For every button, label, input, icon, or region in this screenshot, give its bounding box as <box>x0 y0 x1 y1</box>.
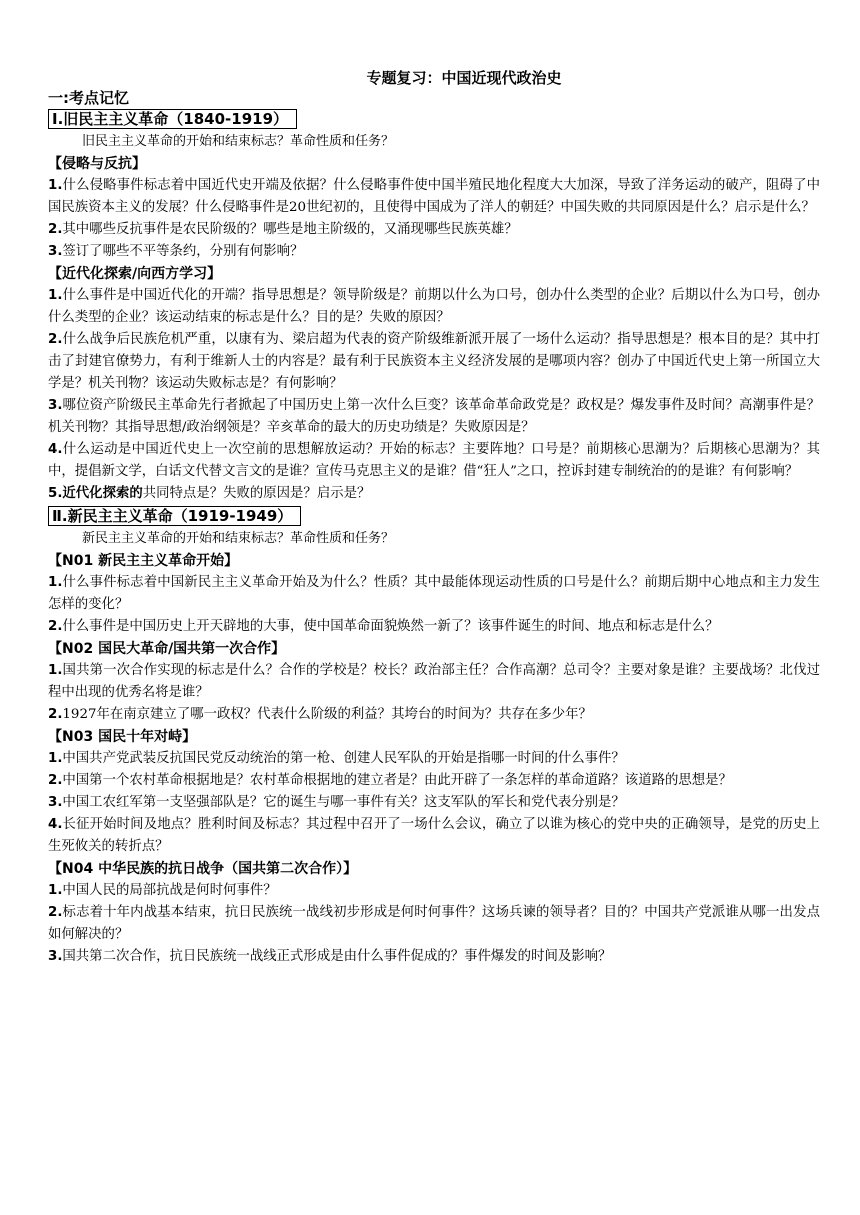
question-number: 4. <box>48 442 63 457</box>
question-text: 哪位资产阶级民主革命先行者掀起了中国历史上第一次什么巨变？该革命革命政党是？政权是？爆发事件及时间？高潮事件是？机关刊物？其指导思想/政治纲领是？辛亥革命的最大的历史功绩是？失败原因是？ <box>48 398 820 435</box>
question-bold-text: 近代化探索的 <box>62 486 143 501</box>
question-number: 2. <box>48 332 63 347</box>
question-text: 什么事件是中国近代化的开端？指导思想是？领导阶级是？前期以什么为口号，创办什么类型的企业？后期以什么为口号，创办什么类型的企业？该运动结束的标志是什么？目的是？失败的原因？ <box>48 288 820 325</box>
question-number: 2. <box>48 619 63 634</box>
question-item <box>48 219 820 241</box>
question-number: 3. <box>48 795 63 810</box>
question-text: 什么事件是中国历史上开天辟地的大事，使中国革命面貌焕然一新了？该事件诞生的时间、地点和标志是什么？ <box>62 619 719 634</box>
question-text: 中国人民的局部抗战是何时何事件？ <box>62 883 277 898</box>
question-text: 中国共产党武装反抗国民党反动统治的第一枪、创建人民军队的开始是指哪一时间的什么事件？ <box>62 751 625 766</box>
question-text: 什么侵略事件标志着中国近代史开端及依据？什么侵略事件使中国半殖民地化程度大大加深，导致了洋务运动的破产，阻碍了中国民族资本主义的发展？什么侵略事件是20世纪初的，且使得中国成为了洋人的朝廷？中国失败的共同原因是什么？启示是什么？ <box>48 178 820 215</box>
question-text: 共同特点是？失败的原因是？启示是？ <box>142 486 371 501</box>
section2-boxed-heading: Ⅱ.新民主主义革命（1919-1949） <box>48 506 301 526</box>
question-item <box>48 770 820 792</box>
question-text: 国共第二次合作，抗日民族统一战线正式形成是由什么事件促成的？事件爆发的时间及影响？ <box>62 949 612 964</box>
question-number: 2. <box>48 905 63 920</box>
section1-boxed-heading: Ⅰ.旧民主主义革命（1840-1919） <box>48 109 297 129</box>
question-number: 1. <box>48 883 63 898</box>
question-text: 长征开始时间及地点？胜利时间及标志？其过程中召开了一场什么会议，确立了以谁为核心的党中央的正确领导，是党的历史上生死攸关的转折点？ <box>48 817 820 854</box>
question-item <box>48 880 820 902</box>
question-item <box>48 395 820 439</box>
question-number: 2. <box>48 773 63 788</box>
question-item <box>48 704 820 726</box>
question-number: 1. <box>48 751 63 766</box>
question-text: 中国第一个农村革命根据地是？农村革命根据地的建立者是？由此开辟了一条怎样的革命道路？该道路的思想是？ <box>62 773 732 788</box>
question-text: 什么战争后民族危机严重，以康有为、梁启超为代表的资产阶级维新派开展了一场什么运动？指导思想是？根本目的是？其中打击了封建官僚势力，有利于维新人士的内容是？最有利于民族资本主义经济发展的是哪项内容？创办了中国近代史上第一所国立大学是？机关刊物？该运动失败标志是？有何影响？ <box>48 332 820 391</box>
question-number: 4. <box>48 817 63 832</box>
question-number: 1. <box>48 575 63 590</box>
question-item <box>48 329 820 395</box>
question-number: 3. <box>48 949 63 964</box>
question-item <box>48 814 820 858</box>
question-item <box>48 439 820 483</box>
question-item <box>48 792 820 814</box>
question-number: 1. <box>48 288 63 303</box>
question-item <box>48 285 820 329</box>
group-modernization-title: 【近代化探索/向西方学习】 <box>48 266 222 282</box>
question-item <box>48 483 820 505</box>
question-number: 2. <box>48 222 63 237</box>
question-item <box>48 660 820 704</box>
section1-intro: 旧民主主义革命的开始和结束标志？革命性质和任务？ <box>82 134 395 149</box>
group-n02-title: 【N02 国民大革命/国共第一次合作】 <box>48 641 286 657</box>
question-item <box>48 616 820 638</box>
part1-heading: 一:考点记忆 <box>48 89 129 107</box>
question-number: 1. <box>48 663 63 678</box>
question-text: 什么事件标志着中国新民主主义革命开始及为什么？性质？其中最能体现运动性质的口号是什么？前期后期中心地点和主力发生怎样的变化？ <box>48 575 820 612</box>
group-n03-title: 【N03 国民十年对峙】 <box>48 729 197 745</box>
question-number: 3. <box>48 244 63 259</box>
question-item <box>48 175 820 219</box>
section2-intro: 新民主主义革命的开始和结束标志？革命性质和任务？ <box>82 531 395 546</box>
question-item <box>48 572 820 616</box>
question-text: 中国工农红军第一支坚强部队是？它的诞生与哪一事件有关？这支军队的军长和党代表分别是？ <box>62 795 625 810</box>
question-text: 标志着十年内战基本结束，抗日民族统一战线初步形成是何时何事件？这场兵谏的领导者？目的？中国共产党派谁从哪一出发点如何解决的？ <box>48 905 820 942</box>
document-page <box>48 66 820 968</box>
question-text: 国共第一次合作实现的标志是什么？合作的学校是？校长？政治部主任？合作高潮？总司令？主要对象是谁？主要战场？北伐过程中出现的优秀名将是谁？ <box>48 663 820 700</box>
question-number: 5. <box>48 486 63 501</box>
question-text: 什么运动是中国近代史上一次空前的思想解放运动？开始的标志？主要阵地？口号是？前期核心思潮为？后期核心思潮为？其中，提倡新文学，白话文代替文言文的是谁？宣传马克思主义的是谁？借“狂人”之口，控诉封建专制统治的的是谁？有何影响？ <box>48 442 820 479</box>
group-n04-title: 【N04 中华民族的抗日战争（国共第二次合作）】 <box>48 861 358 877</box>
page-title: 专题复习：中国近现代政治史 <box>366 69 562 87</box>
group-n01-title: 【N01 新民主主义革命开始】 <box>48 553 239 569</box>
question-text: 其中哪些反抗事件是农民阶级的？哪些是地主阶级的，又涌现哪些民族英雄？ <box>62 222 518 237</box>
question-number: 3. <box>48 398 63 413</box>
question-item <box>48 902 820 946</box>
question-number: 2. <box>48 707 63 722</box>
question-item <box>48 946 820 968</box>
question-text: 1927年在南京建立了哪一政权？代表什么阶级的利益？其垮台的时间为？共存在多少年？ <box>62 707 592 722</box>
group-aggression-resistance-title: 【侵略与反抗】 <box>48 156 146 172</box>
question-number: 1. <box>48 178 63 193</box>
question-item <box>48 241 820 263</box>
question-text: 签订了哪些不平等条约，分别有何影响？ <box>62 244 304 259</box>
question-item <box>48 748 820 770</box>
